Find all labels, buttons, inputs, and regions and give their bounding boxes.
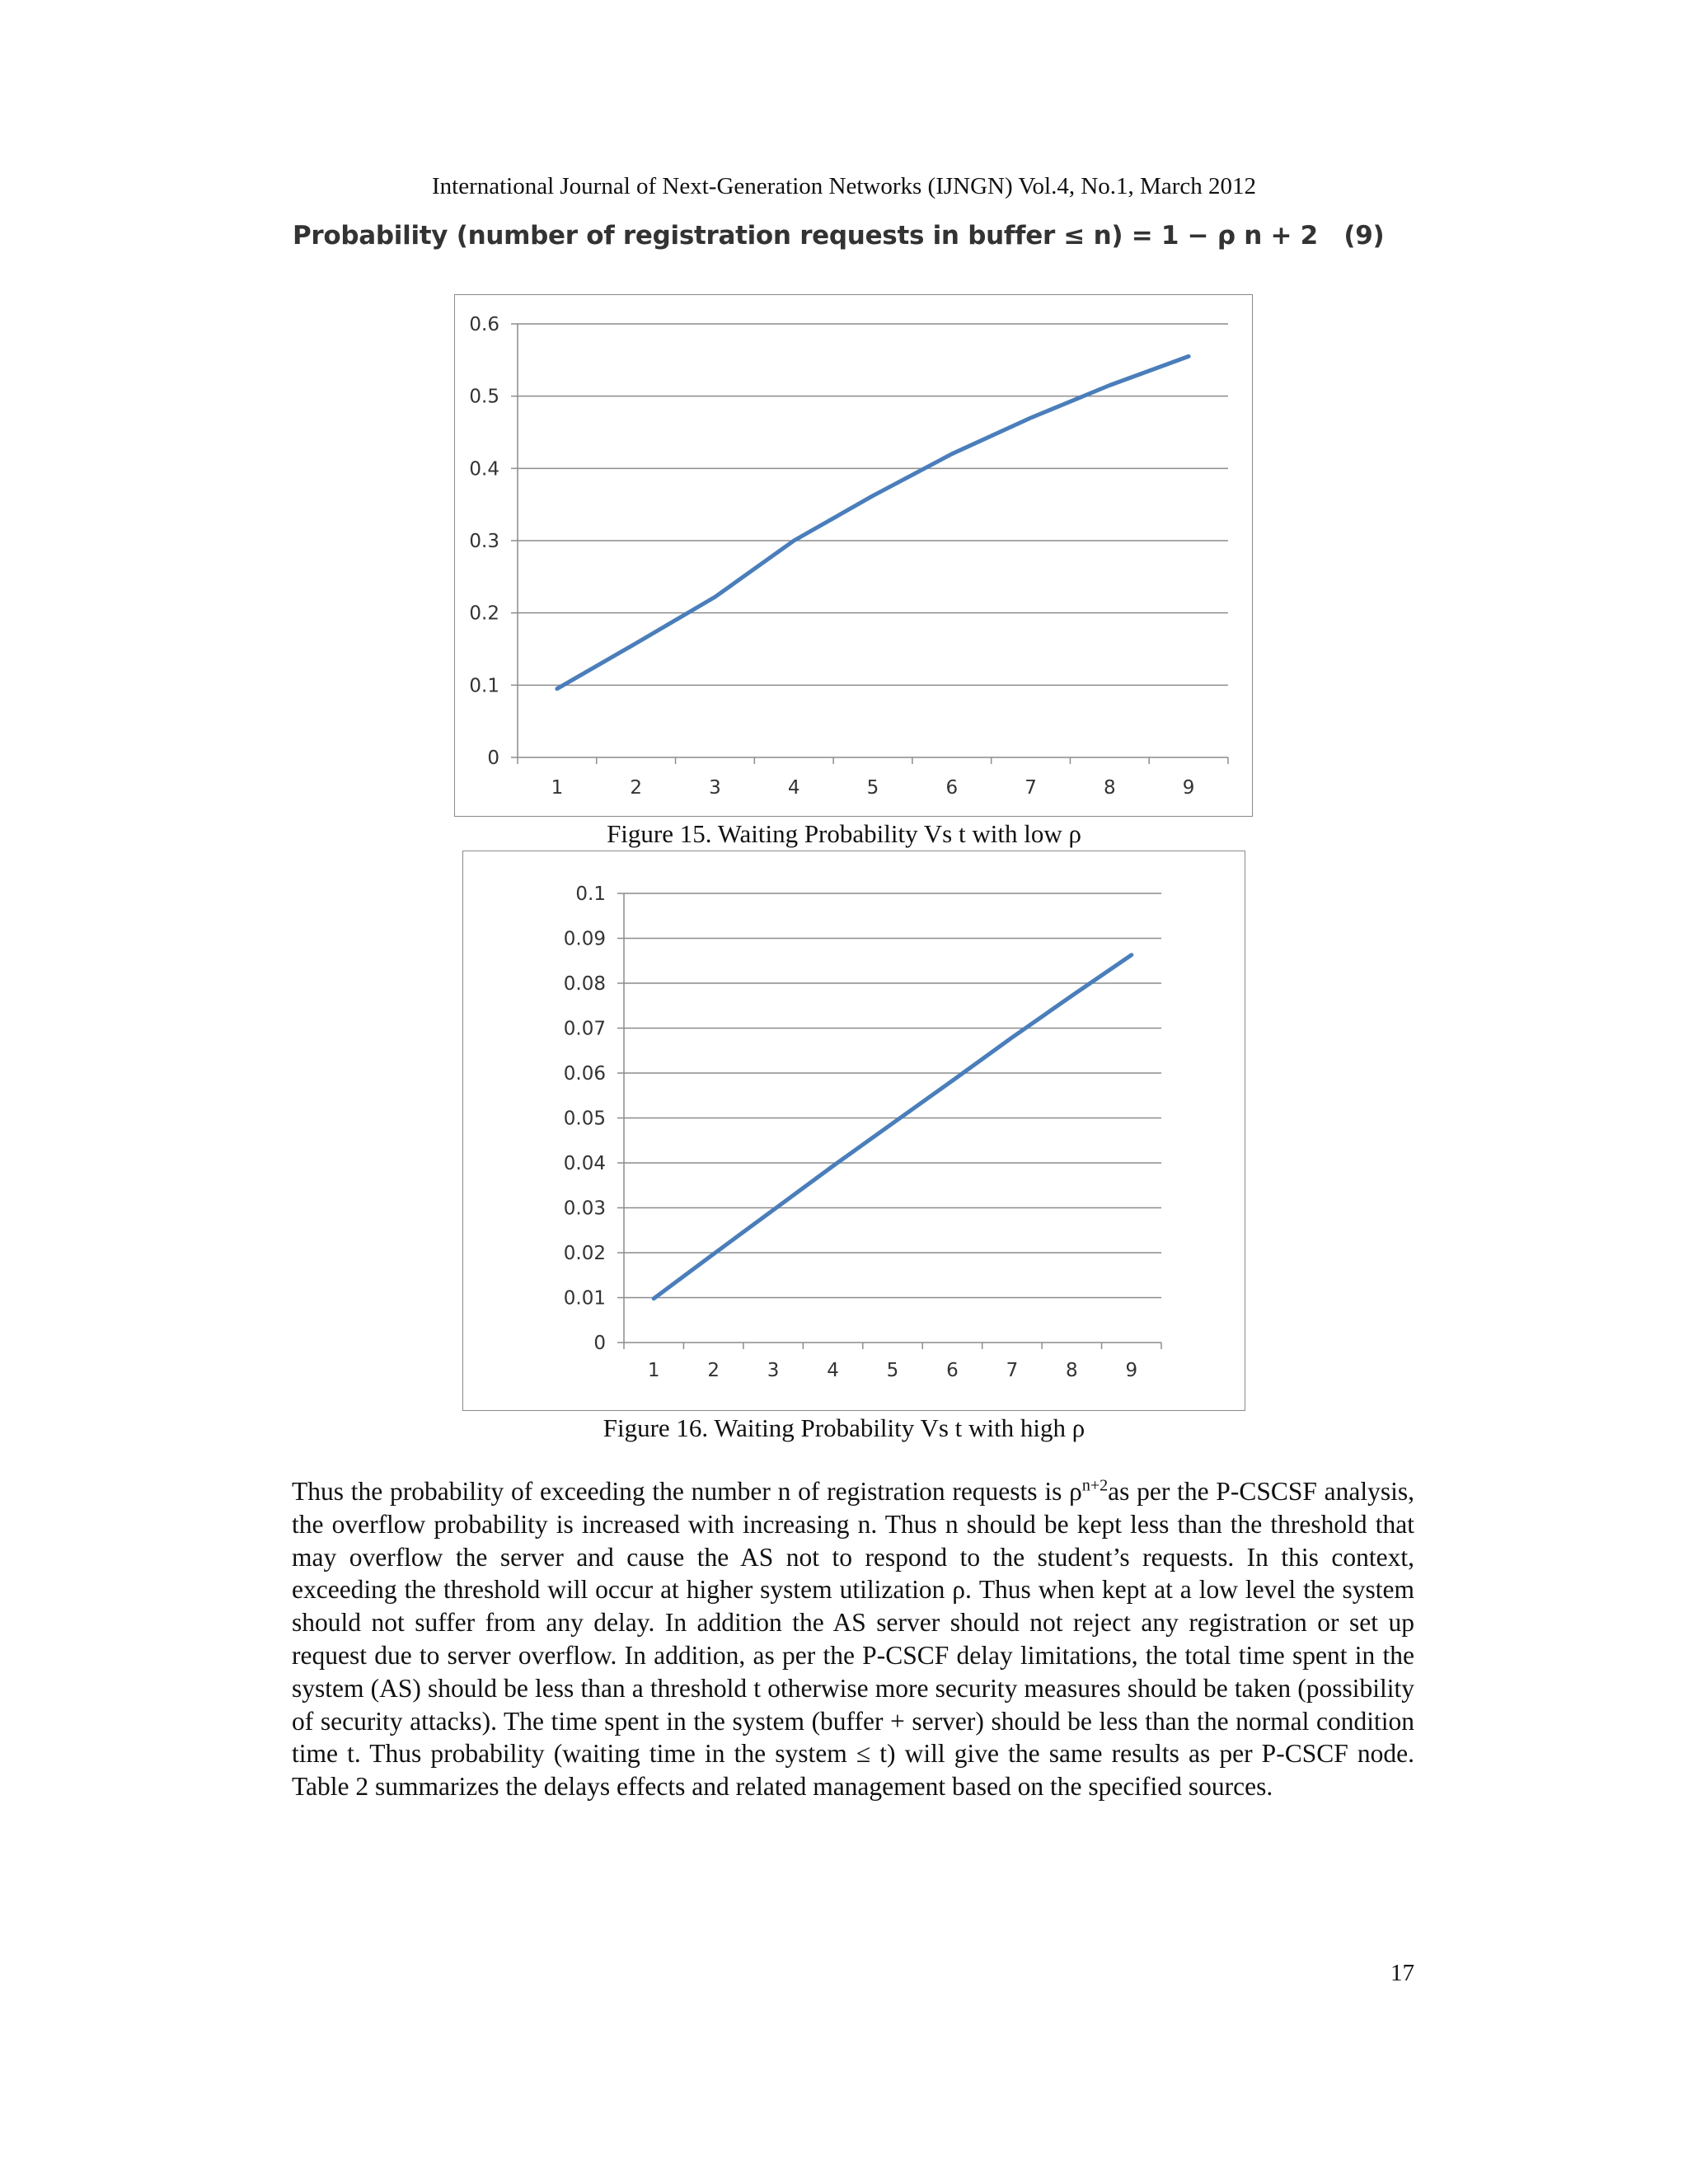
x-tick-label: 1 (647, 1360, 660, 1381)
x-tick-label: 4 (787, 777, 800, 799)
x-tick-label: 5 (886, 1360, 899, 1381)
y-tick-label: 0.2 (469, 602, 499, 625)
x-tick-label: 8 (1066, 1360, 1078, 1381)
equation-9: Probability (number of registration requests in buffer ≤ n) = 1 − ρ n + 2 (9) (293, 221, 1385, 251)
y-tick-label: 0.08 (563, 973, 606, 995)
x-tick-label: 3 (709, 777, 721, 799)
body-text-start: Thus the probability of exceeding the number n of registration requests is ρ (292, 1477, 1082, 1506)
x-tick-label: 8 (1104, 777, 1116, 799)
figure-16-plot (463, 851, 1246, 1412)
y-tick-label: 0.07 (563, 1018, 606, 1040)
x-tick-label: 6 (946, 1360, 959, 1381)
figure-15-plot (455, 295, 1254, 818)
exponent: n+2 (1081, 1476, 1109, 1495)
series-line (654, 955, 1132, 1299)
y-tick-label: 0 (487, 748, 499, 769)
y-tick-label: 0.6 (469, 314, 499, 335)
figure-15-chart (454, 294, 1253, 817)
x-tick-label: 2 (630, 777, 642, 799)
y-tick-label: 0.1 (469, 675, 499, 697)
y-tick-label: 0.3 (469, 531, 499, 552)
figure-15-caption: Figure 15. Waiting Probability Vs t with low ρ (607, 819, 1081, 848)
body-paragraph (292, 1475, 1414, 1803)
y-tick-label: 0.09 (563, 928, 606, 950)
x-tick-label: 9 (1182, 777, 1195, 799)
y-tick-label: 0.05 (563, 1108, 606, 1130)
x-tick-label: 5 (866, 777, 879, 799)
x-tick-label: 9 (1125, 1360, 1138, 1381)
figure-16-caption: Figure 16. Waiting Probability Vs t with high ρ (603, 1413, 1085, 1442)
y-tick-label: 0.01 (563, 1287, 606, 1310)
journal-header: International Journal of Next-Generation Networks (IJNGN) Vol.4, No.1, March 2012 (431, 173, 1256, 199)
x-tick-label: 2 (707, 1360, 720, 1381)
y-tick-label: 0.02 (563, 1243, 606, 1264)
figure-16-chart (462, 851, 1245, 1411)
series-line (557, 356, 1189, 688)
x-tick-label: 7 (1006, 1360, 1019, 1381)
y-tick-label: 0.5 (469, 386, 499, 408)
x-tick-label: 6 (945, 777, 959, 799)
y-tick-label: 0.03 (563, 1197, 606, 1220)
y-tick-label: 0.4 (469, 458, 499, 480)
page-number: 17 (1390, 1960, 1414, 1986)
y-tick-label: 0.04 (563, 1153, 606, 1174)
x-tick-label: 1 (551, 777, 564, 799)
y-tick-label: 0.06 (563, 1063, 606, 1085)
body-text-rest: as per the P-CSCSF analysis, the overflow probability is increased with increasing n. Thus n should be kept less than the threshold that may overflow the server and cause the AS not to respond to the student’s requests. In this context, exceeding the threshold will occur at higher system utilization ρ. Thus when kept at a low level the system should not suffer from any delay. In addition the AS server should not reject any registration or set up request due to server overflow. In addition, as per the P-CSCF delay limitations, the total time spent in the system (AS) should be less than a threshold t otherwise more security measures should be taken (possibility of security attacks). The time spent in the system (buffer + server) should be less than the normal condition time t. Thus probability (waiting time in the system ≤ t) will give the same results as per P-CSCF node. Table 2 summarizes the delays effects and related management based on the specified sources. (292, 1477, 1415, 1802)
x-tick-label: 7 (1025, 777, 1037, 799)
y-tick-label: 0.1 (575, 883, 606, 905)
x-tick-label: 4 (827, 1360, 839, 1381)
x-tick-label: 3 (767, 1360, 780, 1381)
y-tick-label: 0 (593, 1333, 606, 1354)
